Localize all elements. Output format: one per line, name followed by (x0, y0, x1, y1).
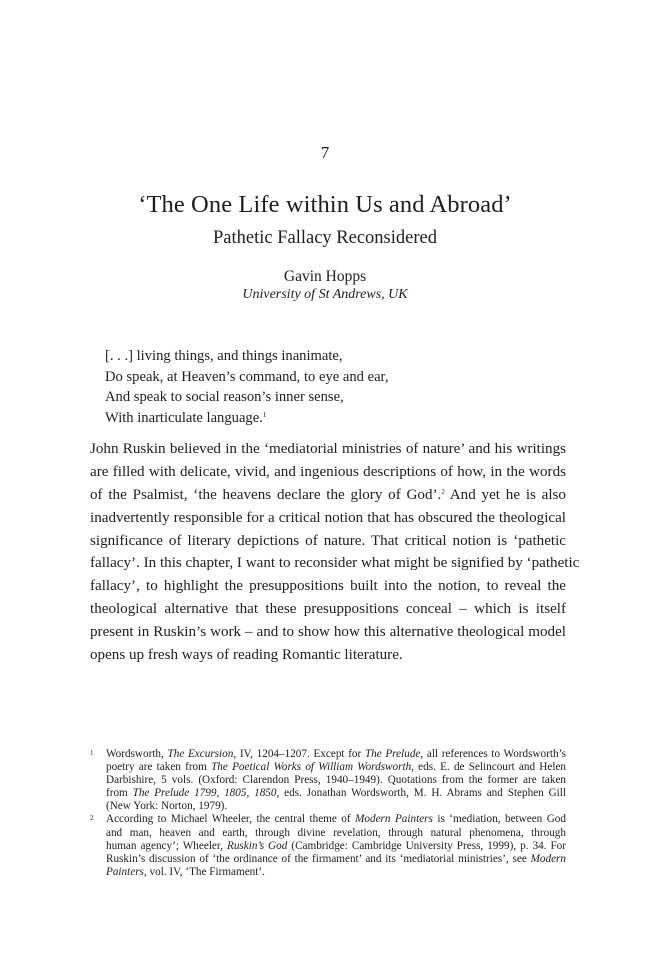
body-line: opens up fresh ways of reading Romantic literature. (90, 647, 403, 664)
footnote (90, 813, 566, 878)
body-line: fallacy’, to highlight the presuppositions built into the notion, to reveal the (90, 578, 566, 595)
italic-title: Ruskin’s God (226, 839, 288, 852)
footnote-line: (New York: Norton, 1979). (106, 800, 228, 813)
footnote-number: 1 (90, 749, 94, 757)
body-paragraph (90, 438, 580, 667)
footnote-line: poetry are taken from The Poetical Works of William Wordsworth, eds. E. de Selincourt and Helen (106, 761, 567, 774)
footnote-line: According to Michael Wheeler, the central theme of Modern Painters is ‘mediation, between God (106, 813, 566, 826)
italic-title: The Excursion (167, 748, 234, 760)
chapter-number: 7 (320, 143, 330, 162)
body-line: present in Ruskin’s work – and to show how this alternative theological model (90, 624, 566, 641)
footnote-line: and man, heaven and earth, through divine revelation, through natural phenomena, through (106, 826, 566, 839)
epigraph-line (105, 408, 525, 429)
footnote-line: Painters, vol. IV, ‘The Firmament’. (106, 865, 265, 878)
body-line: inadvertently responsible for a critical notion that has obscured the theological (90, 509, 566, 526)
footnote-ref[interactable]: 2 (441, 487, 445, 496)
body-line-text: of the Psalmist, ‘the heavens declare the glory of God’. (90, 486, 442, 503)
body-line: theological alternative that these presuppositions conceal – which is itself (90, 601, 566, 618)
italic-title: Modern Painters (355, 813, 433, 826)
italic-title: The Prelude 1799, 1805, 1850 (132, 787, 277, 800)
body-line (90, 484, 566, 507)
footnote-line: from The Prelude 1799, 1805, 1850, eds. Jonathan Wordsworth, M. H. Abrams and Stephen Gill (106, 787, 567, 800)
italic-title: The Poetical Works of William Wordsworth (211, 761, 412, 774)
epigraph-line: And speak to social reason’s inner sense, (105, 389, 344, 406)
italic-title: The Prelude (364, 748, 421, 760)
author-affiliation: University of St Andrews, UK (242, 287, 408, 302)
footnote (90, 748, 566, 813)
footnote-line: Darbishire, 5 vols. (Oxford: Clarendon Press, 1940–1949). Quotations from the former are taken (106, 774, 566, 787)
italic-title: Painters (106, 865, 144, 878)
epigraph-line: Do speak, at Heaven’s command, to eye and ear, (105, 368, 389, 385)
footnote-line: human agency’; Wheeler, Ruskin’s God (Cambridge: Cambridge University Press, 1999), p. 34. For (106, 839, 567, 852)
footnote-line: Wordsworth, The Excursion, IV, 1204–1207. Except for The Prelude, all references to Wordsworth’s (106, 748, 567, 760)
author-name: Gavin Hopps (283, 268, 367, 285)
chapter-subtitle: Pathetic Fallacy Reconsidered (213, 228, 437, 248)
body-line: significance of literary depictions of nature. That critical notion is ‘pathetic (90, 532, 566, 549)
body-line: fallacy’. In this chapter, I want to reconsider what might be signified by ‘pathetic (90, 555, 580, 572)
epigraph (105, 346, 525, 429)
epigraph-line: [. . .] living things, and things inanimate, (105, 348, 343, 364)
footnote-ref[interactable]: 1 (262, 411, 267, 420)
italic-title: Modern (530, 852, 566, 865)
footnote-number: 2 (90, 814, 94, 823)
footnote-line: Ruskin’s discussion of ‘the ordinance of the firmament’ and its ‘mediatorial ministries’, see Modern (106, 852, 566, 865)
body-line: John Ruskin believed in the ‘mediatorial ministries of nature’ and his writings (90, 441, 566, 457)
body-line-tail: And yet he is also (444, 486, 566, 503)
epigraph-line-text: With inarticulate language. (105, 410, 263, 427)
body-line: are filled with delicate, vivid, and ingenious descriptions of how, in the words (90, 463, 566, 480)
footnotes (90, 748, 566, 879)
chapter-title: ‘The One Life within Us and Abroad’ (138, 191, 512, 218)
